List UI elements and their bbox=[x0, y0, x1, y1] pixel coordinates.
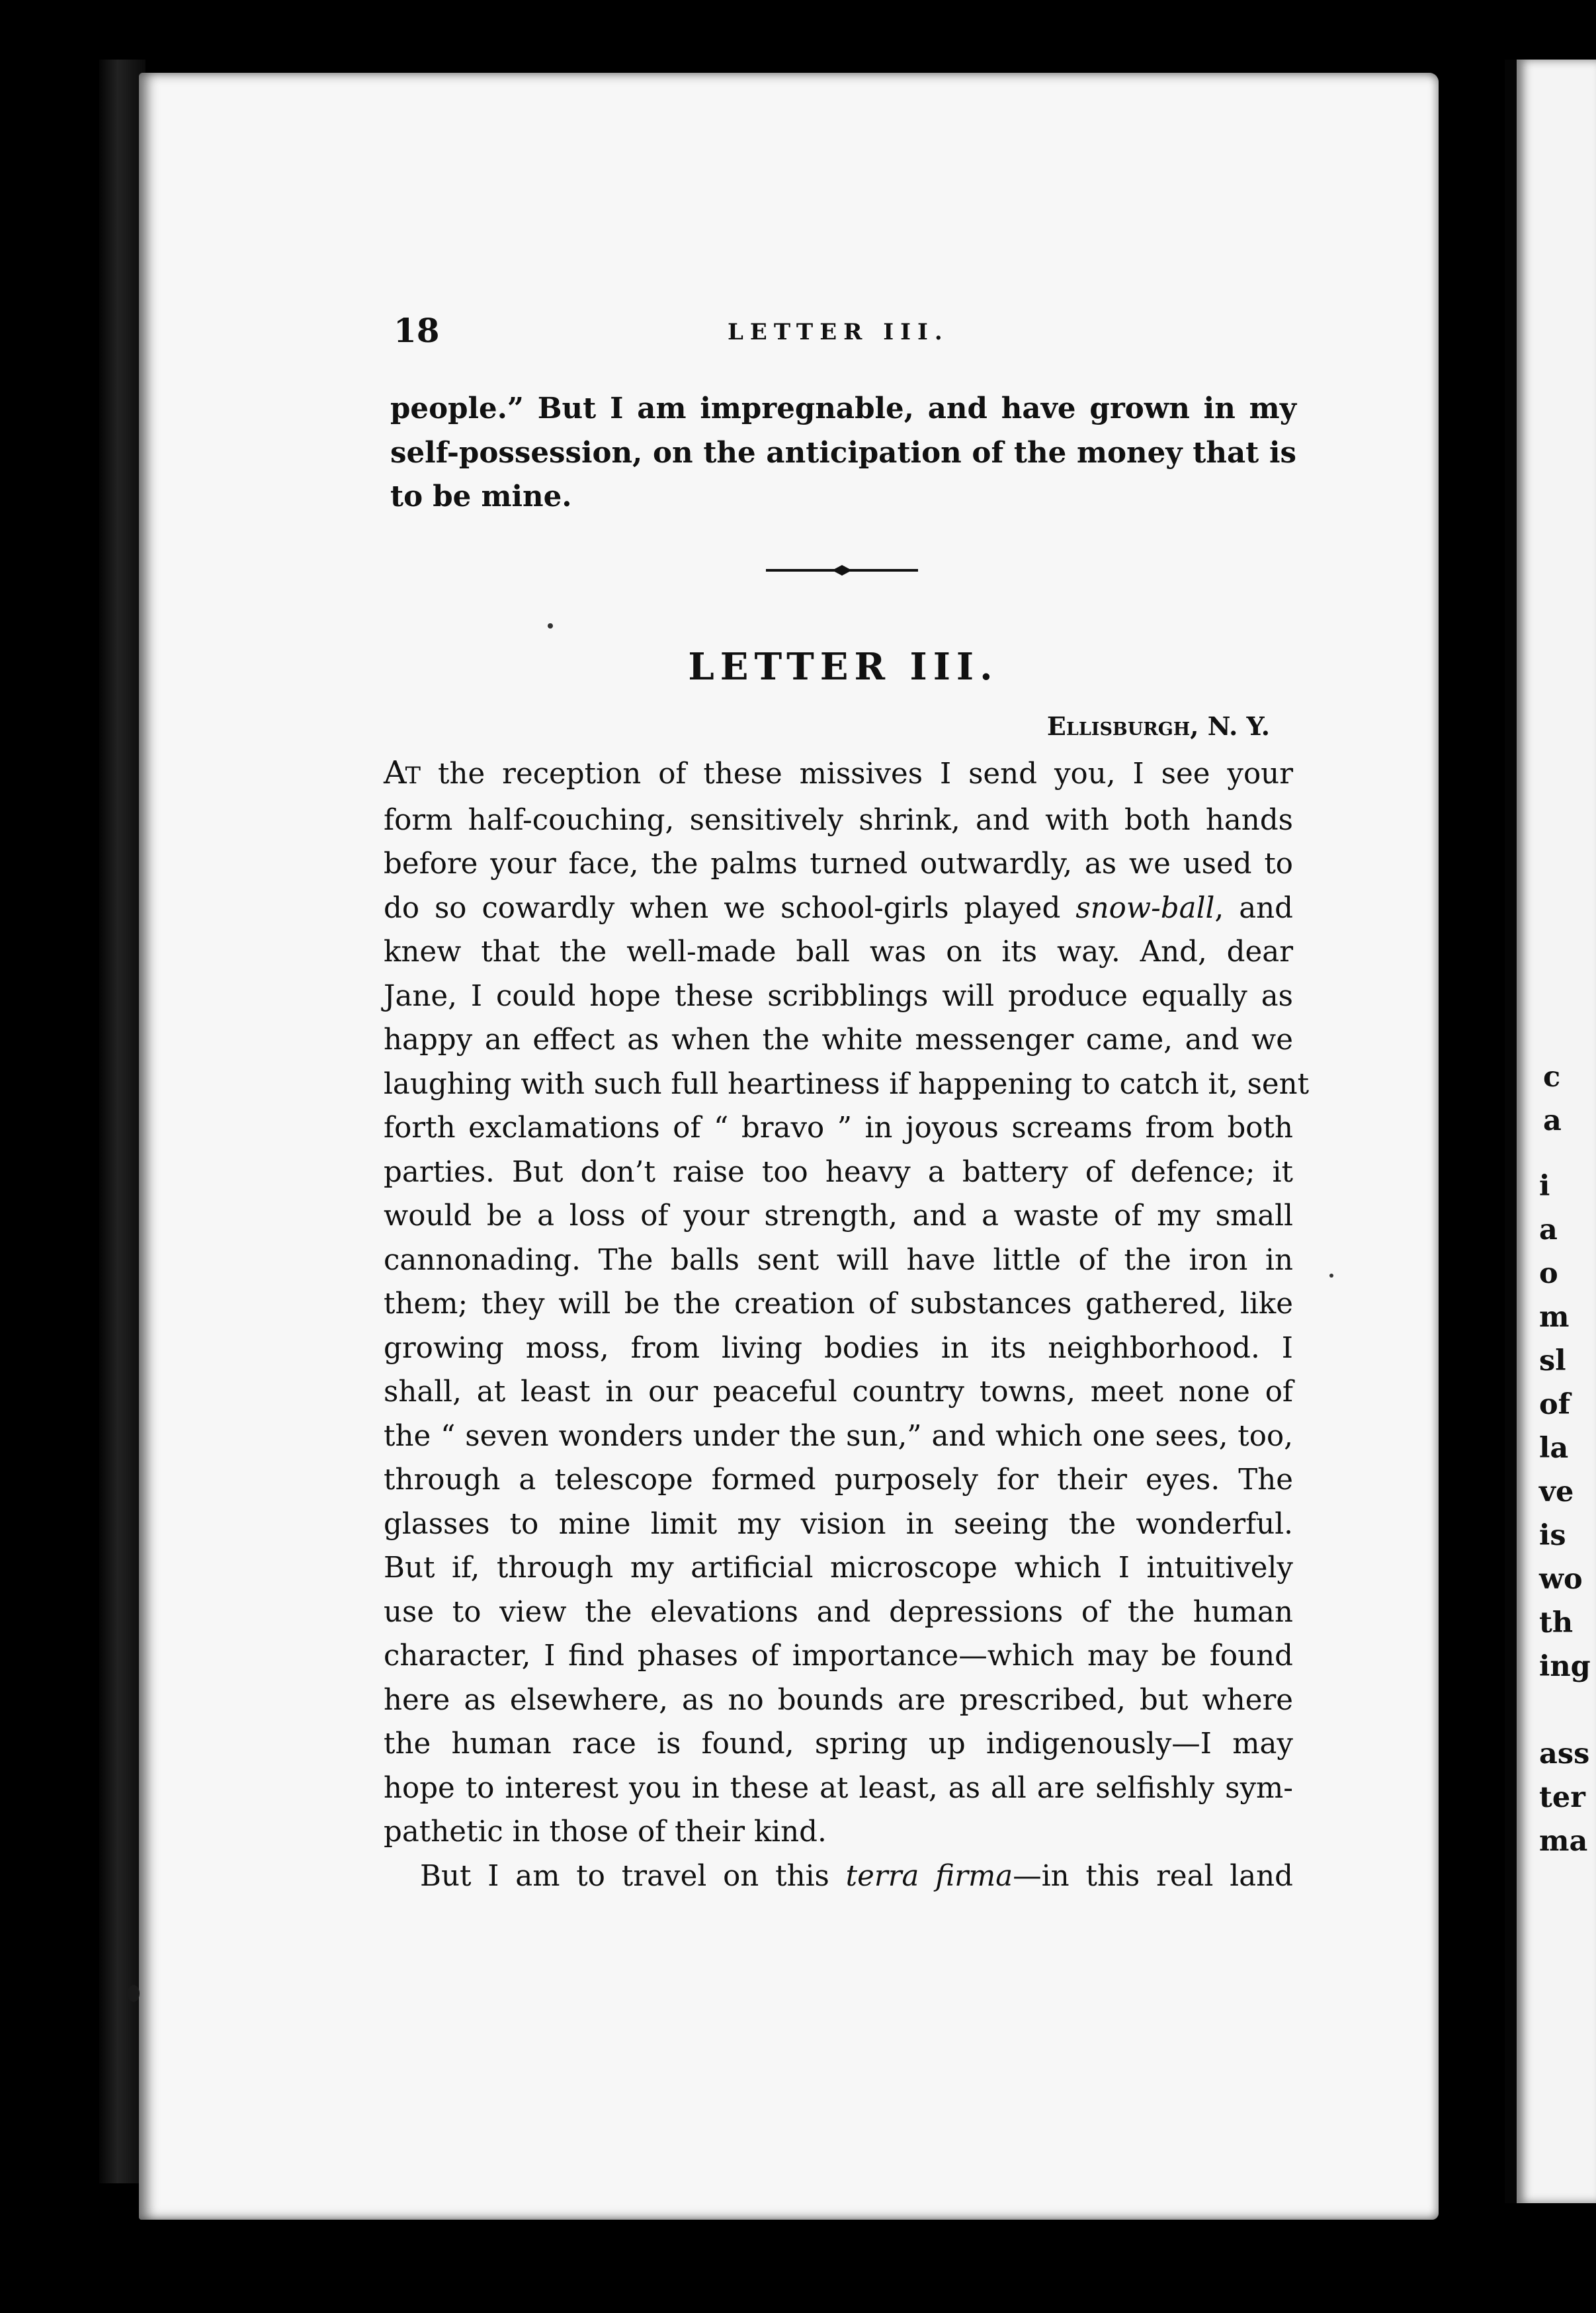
running-title: LETTER III. bbox=[728, 319, 949, 345]
edge-fragment: ter bbox=[1539, 1781, 1585, 1814]
body-line: happy an effect as when the white messenger came, and we bbox=[384, 1024, 1293, 1057]
edge-fragment: is bbox=[1539, 1519, 1566, 1552]
edge-fragment-gap bbox=[1539, 1688, 1579, 1732]
body-line: shall, at least in our peaceful country towns, meet none of bbox=[384, 1375, 1293, 1409]
edge-fragment: wo bbox=[1539, 1563, 1583, 1596]
edge-fragment: ve bbox=[1539, 1475, 1574, 1508]
body-line: cannonading. The balls sent will have little of the iron in bbox=[384, 1243, 1293, 1277]
drop-cap: A bbox=[384, 754, 405, 791]
dateline: Ellisburgh, N. Y. bbox=[1046, 711, 1270, 741]
edge-fragment: m bbox=[1539, 1301, 1570, 1334]
body-line: laughing with such full heartiness if happening to catch it, sent bbox=[384, 1067, 1310, 1101]
body-line: the “ seven wonders under the sun,” and which one sees, too, bbox=[384, 1419, 1293, 1453]
italic-phrase: snow-ball bbox=[1075, 891, 1215, 925]
body-line: hope to interest you in these at least, as all are selfishly sym- bbox=[384, 1771, 1293, 1805]
ornamental-divider bbox=[766, 562, 918, 578]
body-line: use to view the elevations and depressions of the human bbox=[384, 1595, 1293, 1629]
edge-fragment: i bbox=[1539, 1170, 1550, 1203]
letter-heading: LETTER III. bbox=[688, 645, 999, 689]
body-line: do so cowardly when we school-girls played snow-ball, and bbox=[384, 891, 1293, 925]
edge-fragment: ma bbox=[1539, 1825, 1588, 1858]
carryover-text: people.” But I am impregnable, and have grown in my self-possession, on the anticipation of the money that is to be mine. bbox=[390, 392, 1296, 513]
body-line: through a telescope formed purposely for their eyes. The bbox=[384, 1463, 1293, 1497]
edge-fragment: th bbox=[1539, 1606, 1574, 1639]
edge-fragment: of bbox=[1539, 1388, 1571, 1421]
body-line: pathetic in those of their kind. bbox=[384, 1815, 827, 1849]
edge-fragment: ass bbox=[1539, 1737, 1590, 1770]
body-line-text: the reception of these missives I send you, I see your bbox=[421, 758, 1293, 791]
body-line: parties. But don’t raise too heavy a battery of defence; it bbox=[384, 1155, 1293, 1189]
body-line: would be a loss of your strength, and a waste of my small bbox=[384, 1200, 1293, 1233]
body-line: before your face, the palms turned outwardly, as we used to bbox=[384, 848, 1293, 881]
body-line: knew that the well-made ball was on its way. And, dear bbox=[384, 936, 1293, 969]
body-line: But if, through my artificial microscope which I intuitively bbox=[384, 1551, 1293, 1585]
body-line: forth exclamations of “ bravo ” in joyous screams from both bbox=[384, 1112, 1293, 1145]
body-line: glasses to mine limit my vision in seeing the wonderful. bbox=[384, 1507, 1293, 1541]
body-line: here as elsewhere, as no bounds are prescribed, but where bbox=[384, 1683, 1293, 1717]
letter-body bbox=[384, 751, 1310, 1898]
body-line: form half-couching, sensitively shrink, and with both hands bbox=[384, 803, 1293, 837]
adjacent-page-top-fragments bbox=[1543, 1055, 1583, 1143]
edge-fragment: o bbox=[1539, 1257, 1558, 1290]
adjacent-page-edge bbox=[1505, 60, 1596, 2203]
drop-cap-rest: T bbox=[405, 763, 421, 789]
body-line: character, I find phases of importance—which may be found bbox=[384, 1639, 1293, 1673]
body-line bbox=[384, 751, 1293, 799]
edge-fragment: ing bbox=[1539, 1650, 1591, 1683]
ink-speck bbox=[128, 1985, 140, 2002]
carryover-paragraph bbox=[390, 387, 1296, 519]
body-line: Jane, I could hope these scribblings will produce equally as bbox=[384, 979, 1293, 1013]
edge-fragment: la bbox=[1539, 1432, 1569, 1465]
adjacent-page-fragments bbox=[1539, 1164, 1591, 1863]
body-line-final: But I am to travel on this terra firma—in this real land bbox=[420, 1859, 1293, 1893]
ink-speck bbox=[1329, 1274, 1333, 1278]
edge-fragment: a bbox=[1539, 1213, 1558, 1246]
running-head bbox=[394, 311, 1300, 357]
body-line: the human race is found, spring up indigenously—I may bbox=[384, 1727, 1293, 1761]
edge-fragment: a bbox=[1543, 1104, 1562, 1137]
edge-fragment: c bbox=[1543, 1061, 1561, 1094]
page-number: 18 bbox=[394, 311, 440, 350]
body-line: them; they will be the creation of substances gathered, like bbox=[384, 1287, 1293, 1321]
body-line: growing moss, from living bodies in its neighborhood. I bbox=[384, 1331, 1293, 1365]
italic-phrase: terra firma bbox=[845, 1859, 1013, 1893]
edge-fragment: sl bbox=[1539, 1344, 1566, 1377]
ink-speck bbox=[548, 623, 553, 629]
